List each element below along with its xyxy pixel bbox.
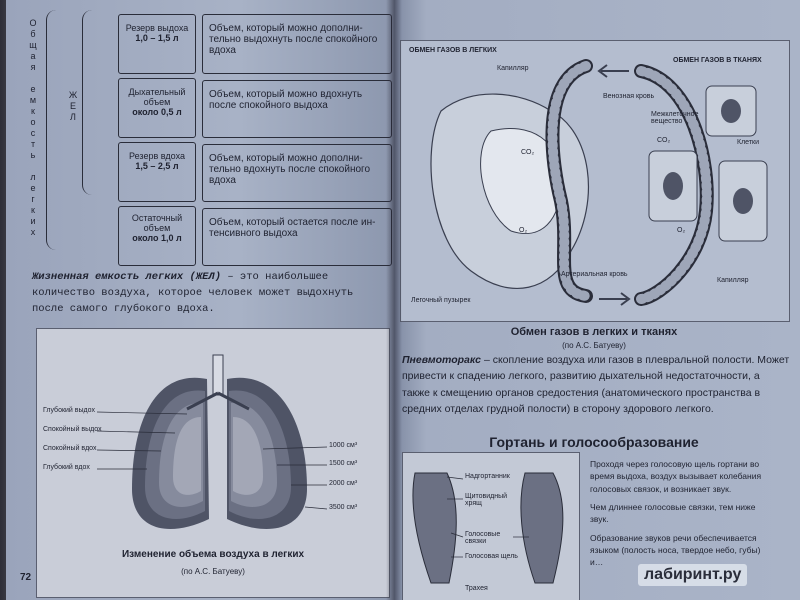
volume-desc-box-4	[202, 208, 392, 266]
lung-label-right: 3500 см³	[329, 504, 358, 511]
volume-desc: Объем, который остается после ин-тенсивного выдоха	[209, 217, 376, 239]
label-alveolus: Легочный пузырек	[411, 297, 471, 304]
gas-exchange-source: (по А.С. Батуеву)	[562, 341, 626, 350]
lung-label-right: 2000 см³	[329, 480, 358, 487]
brace-total	[46, 10, 61, 250]
lung-label-right: 1000 см³	[329, 442, 358, 449]
larynx-label: Голосовые связки	[465, 531, 501, 545]
volume-value: 1,5 – 2,5 л	[135, 161, 179, 171]
larynx-section-heading: Гортань и голосообразование	[489, 434, 699, 450]
lung-label-left: Спокойный вдох	[43, 445, 97, 452]
watermark-text: лабиринт.ру	[644, 566, 742, 583]
book-spine	[386, 0, 402, 600]
lung-label-right: 1500 см³	[329, 460, 358, 467]
volume-name: Дыхательный объем	[128, 87, 186, 107]
volume-desc: Объем, который можно дополни-тельно вдохнуть после спокойного вдоха	[209, 153, 371, 186]
arrow-right-icon	[599, 293, 629, 305]
pneumothorax-term: Пневмоторакс	[402, 354, 482, 366]
lung-volume-figure	[36, 328, 390, 598]
pneumothorax-text: – скопление воздуха или газов в плевральной полости. Может привести к спадению легкого, развитию дыхательной недостаточности, а также к смещению органов средостения (анатомического пространства в средних отделах грудной полости) в сторону здорового легкого.	[402, 354, 790, 415]
larynx-figure	[402, 452, 580, 600]
volume-value: 1,0 – 1,5 л	[135, 33, 179, 43]
trachea	[213, 355, 223, 395]
gas-exchange-figure	[400, 40, 790, 322]
volume-name: Остаточный объем	[131, 213, 183, 233]
volume-name-box-2	[118, 78, 196, 138]
lung-label-left: Спокойный выдох	[43, 426, 102, 433]
label-o2-lungs: O₂	[519, 227, 528, 234]
cell-nucleus-icon	[733, 188, 753, 214]
label-co2-lungs: CO₂	[521, 149, 535, 156]
total-capacity-label: Общая емкость легких	[28, 18, 38, 238]
side-paragraph: Проходя через голосовую щель гортани во время выдоха, воздух вызывает колебания голосовых связок, и возникает звук.	[590, 459, 762, 494]
label-venous-blood: Венозная кровь	[603, 93, 655, 100]
label-intercellular: Межклеточное вещество	[651, 111, 699, 125]
definition-term: Жизненная емкость легких (ЖЕЛ)	[32, 271, 222, 283]
volume-value: около 1,0 л	[132, 233, 182, 243]
label-arterial-blood: Артериальная кровь	[561, 271, 628, 278]
larynx-label: Голосовая щель	[465, 553, 518, 560]
page-number: 72	[20, 572, 32, 583]
larynx-label: Щитовидный хрящ	[465, 493, 508, 507]
larynx-back	[521, 473, 563, 583]
lung-figure-source: (по А.С. Батуеву)	[181, 567, 245, 576]
side-paragraph: Образование звуков речи обеспечивается языком (полость носа, твердое небо, губы) и…	[590, 532, 761, 568]
volume-name: Резерв вдоха	[129, 151, 185, 161]
volume-name-box-3	[118, 142, 196, 202]
larynx-front	[413, 473, 456, 583]
larynx-side-text	[590, 458, 776, 569]
volume-desc-box-2	[202, 80, 392, 138]
volume-desc: Объем, который можно вдохнуть после спокойного выдоха	[209, 89, 363, 111]
label-capillary-bottom: Капилляр	[717, 277, 749, 284]
cell-nucleus-icon	[721, 99, 741, 123]
larynx-label: Надгортанник	[465, 473, 510, 480]
volume-value: около 0,5 л	[132, 107, 182, 117]
label-capillary-top: Капилляр	[497, 65, 529, 72]
larynx-label: Трахея	[465, 585, 488, 592]
volume-name-box-1	[118, 14, 196, 74]
right-page	[394, 0, 800, 600]
label-cells: Клетки	[737, 139, 760, 146]
lung-label-left: Глубокий выдох	[43, 407, 95, 414]
label-o2-tissues: O₂	[677, 227, 686, 234]
cell-nucleus-icon	[663, 172, 683, 200]
vital-capacity-definition	[32, 270, 388, 317]
definition-text: – это наибольшее количество воздуха, которое человек может выдохнуть после самого глубокого вдоха.	[32, 271, 354, 315]
gas-exchange-caption: Обмен газов в легких и тканях	[510, 326, 678, 338]
volume-desc: Объем, который можно дополни-тельно выдохнуть после спокойного вдоха	[209, 23, 378, 56]
pneumothorax-paragraph	[402, 352, 790, 417]
volume-desc-box-1	[202, 14, 392, 74]
volume-name: Резерв выдоха	[125, 23, 189, 33]
lung-label-left: Глубокий вдох	[43, 464, 90, 471]
watermark	[638, 564, 747, 586]
volume-desc-box-3	[202, 144, 392, 202]
volume-name-box-4	[118, 206, 196, 266]
tissues-exchange-title: ОБМЕН ГАЗОВ В ТКАНЯХ	[673, 57, 762, 64]
arrow-left-icon	[599, 65, 629, 77]
brace-vital	[82, 10, 95, 195]
label-co2-tissues: CO₂	[657, 137, 671, 144]
left-page	[6, 0, 394, 600]
lungs-exchange-title: ОБМЕН ГАЗОВ В ЛЕГКИХ	[409, 47, 497, 54]
vital-capacity-label: ЖЕЛ	[68, 90, 78, 123]
side-paragraph: Чем длиннее голосовые связки, тем ниже звук.	[590, 501, 756, 525]
lung-figure-caption: Изменение объема воздуха в легких	[121, 549, 305, 560]
